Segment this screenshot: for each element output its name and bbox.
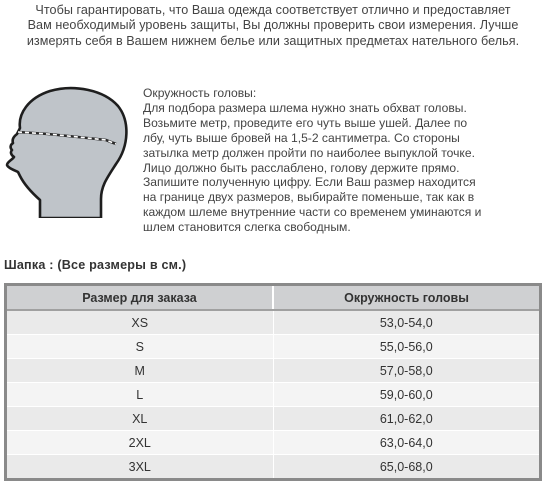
measurement-line: каждом шлеме внутренние части со временем уминаются и bbox=[143, 205, 482, 220]
circumference-cell: 63,0-64,0 bbox=[273, 431, 541, 455]
size-cell: XS bbox=[6, 310, 274, 335]
size-cell: L bbox=[6, 383, 274, 407]
circumference-cell: 57,0-58,0 bbox=[273, 359, 541, 383]
measurement-line: Для подбора размера шлема нужно знать обхват головы. bbox=[143, 100, 467, 115]
measurement-line: Лицо должно быть расслаблено, голову держите прямо. bbox=[143, 160, 460, 175]
table-row bbox=[6, 359, 541, 383]
measurement-line: затылка метр должен пройти по наиболее выпуклой точке. bbox=[143, 145, 475, 160]
table-row bbox=[6, 383, 541, 407]
header-head-circumference: Окружность головы bbox=[273, 285, 541, 311]
circumference-cell: 65,0-68,0 bbox=[273, 455, 541, 480]
measurement-line: на границе двух размеров, выбирайте поменьше, так как в bbox=[143, 190, 475, 205]
intro-line: измерять себя в Вашем нижнем белье или защитных предметах нательного белья. bbox=[26, 33, 520, 48]
header-order-size: Размер для заказа bbox=[6, 285, 274, 311]
measurement-title: Окружность головы: bbox=[143, 86, 257, 100]
size-cell: 3XL bbox=[6, 455, 274, 480]
table-row bbox=[6, 431, 541, 455]
circumference-cell: 53,0-54,0 bbox=[273, 310, 541, 335]
size-cell: XL bbox=[6, 407, 274, 431]
intro-text bbox=[0, 3, 546, 49]
size-cell: S bbox=[6, 335, 274, 359]
intro-line: Чтобы гарантировать, что Ваша одежда соответствует отлично и предоставляет bbox=[35, 3, 511, 17]
measurement-line: лбу, чуть выше бровей на 1,5-2 сантиметра. Со стороны bbox=[143, 130, 460, 145]
table-row bbox=[6, 455, 541, 480]
circumference-cell: 55,0-56,0 bbox=[273, 335, 541, 359]
table-header-row bbox=[6, 285, 541, 311]
circumference-cell: 59,0-60,0 bbox=[273, 383, 541, 407]
section-title: Шапка : (Все размеры в см.) bbox=[4, 258, 187, 272]
size-cell: M bbox=[6, 359, 274, 383]
measurement-line: Запишите полученную цифру. Если Ваш размер находится bbox=[143, 175, 476, 190]
size-cell: 2XL bbox=[6, 431, 274, 455]
intro-line: Вам необходимый уровень защиты, Вы должны проверить свои измерения. Лучше bbox=[27, 18, 519, 33]
table-row bbox=[6, 310, 541, 335]
table-row bbox=[6, 407, 541, 431]
head-profile-measure-icon bbox=[4, 86, 132, 218]
table-row bbox=[6, 335, 541, 359]
measurement-line: Возьмите метр, проведите его чуть выше ушей. Далее по bbox=[143, 115, 468, 130]
size-table bbox=[4, 283, 542, 481]
measurement-instructions bbox=[143, 86, 543, 235]
circumference-cell: 61,0-62,0 bbox=[273, 407, 541, 431]
measurement-line: шлем становится слегка свободным. bbox=[143, 220, 351, 235]
